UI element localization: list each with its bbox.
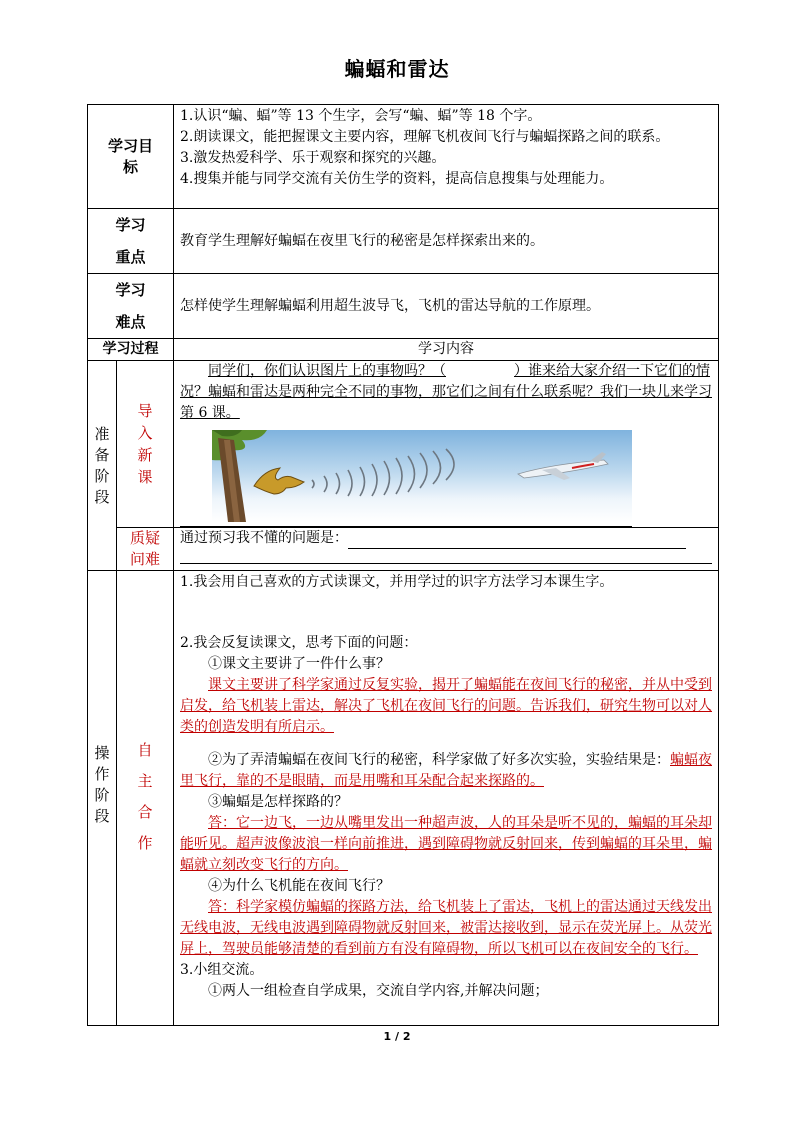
- intro-content: [174, 361, 719, 528]
- answer-1: 课文主要讲了科学家通过反复实验，揭开了蝙蝠能在夜间飞行的秘密，并从中受到启发，给飞机装上雷达，解决了飞机在夜间飞行的问题。告诉我们，研究生物可以对人类的创造发明有所启示。: [180, 677, 712, 735]
- question-row: [88, 528, 719, 571]
- process-row: [88, 339, 719, 361]
- goals-list: [174, 105, 719, 209]
- self-coop-label: 自主合作: [117, 571, 174, 1026]
- content-header: 学习内容: [174, 339, 719, 361]
- difficulty-row: [88, 274, 719, 339]
- goal-item: 1.认识“蝙、蝠”等 13 个生字，会写“蝙、蝠”等 18 个字。: [180, 108, 542, 124]
- goals-row: [88, 105, 719, 209]
- answer-blank[interactable]: [348, 534, 686, 549]
- answer-blank-line[interactable]: [180, 549, 712, 564]
- question-content: 通过预习我不懂的问题是：: [174, 528, 719, 571]
- operate-row: [88, 571, 719, 1026]
- bat-icon: [254, 468, 304, 494]
- key-header: 学习 重点: [88, 209, 174, 274]
- difficulty-text: 怎样使学生理解蝙蝠利用超生波导飞，飞机的雷达导航的工作原理。: [174, 274, 719, 339]
- goal-item: 2.朗读课文，能把握课文主要内容，理解飞机夜间飞行与蝙蝠探路之间的联系。: [180, 129, 670, 145]
- goal-item: 4.搜集并能与同学交流有关仿生学的资料，提高信息搜集与处理能力。: [180, 171, 614, 187]
- bat-radar-image: [212, 430, 632, 522]
- bat-radar-illustration: [212, 430, 632, 522]
- page-title: 蝙蝠和雷达: [344, 57, 450, 81]
- goals-header: 学习目标: [88, 105, 174, 209]
- question-label: 质疑问难: [117, 528, 174, 571]
- prepare-stage-label: 准备阶段: [88, 361, 117, 571]
- intro-text: 同学们，你们认识图片上的事物吗？（ ）谁来给大家介绍一下它们的情况？蝙蝠和雷达是两种完全不同的事物，那它们之间有什么联系呢？我们一块儿来学习第 6 课。: [180, 363, 712, 421]
- key-text: 教育学生理解好蝙蝠在夜里飞行的秘密是怎样探索出来的。: [174, 209, 719, 274]
- goal-item: 3.激发热爱科学、乐于观察和探究的兴趣。: [180, 150, 446, 166]
- answer-2: 蝙蝠夜里飞行，靠的不是眼睛，而是用嘴和耳朵配合起来探路的。: [180, 752, 712, 789]
- key-row: [88, 209, 719, 274]
- operate-content: 1.我会用自己喜欢的方式读课文，并用学过的识字方法学习本课生字。 2.我会反复读课文，思考下面的问题： ①课文主要讲了一件什么事？ 课文主要讲了科学家通过反复实验，揭开了蝙蝠能在夜间飞行的秘密，并从中受到启发，给飞机装上雷达，解决了飞机在夜间飞行的问题。告诉我们，研究生物可以对人类的创造发明有所启示。 ②为了弄清蝙蝠在夜间飞行的秘密，科学家做了好多次实验，实验结果是：蝙蝠夜里飞行，靠的不是眼睛，而是用嘴和耳朵配合起来探路的。 ③蝙蝠是怎样探路的？ 答：它一边飞，一边从嘴里发出一种超声波，人的耳朵是听不见的，蝙蝠的耳朵却能听见。超声波像波浪一样向前推进，遇到障碍物就反射回来，传到蝙蝠的耳朵里，蝙蝠就立刻改变飞行的方向。 ④为什么飞机能在夜间飞行？ 答：科学家模仿蝙蝠的探路方法，给飞机装上了雷达，飞机上的雷达通过天线发出无线电波，无线电波遇到障碍物就反射回来，被雷达接收到，显示在荧光屏上。从荧光屏上，驾驶员能够清楚的看到前方有没有障碍物，所以飞机可以在夜间安全的飞行。 3.小组交流。 ①两人一组检查自学成果，交流自学内容,并解决问题；: [174, 571, 719, 1026]
- intro-label: 导入新课: [117, 361, 174, 528]
- answer-3: 答：它一边飞，一边从嘴里发出一种超声波，人的耳朵是听不见的，蝙蝠的耳朵却能听见。超声波像波浪一样向前推进，遇到障碍物就反射回来，传到蝙蝠的耳朵里，蝙蝠就立刻改变飞行的方向。: [180, 815, 712, 873]
- lesson-table: [87, 104, 719, 1026]
- answer-4: 答：科学家模仿蝙蝠的探路方法，给飞机装上了雷达，飞机上的雷达通过天线发出无线电波，无线电波遇到障碍物就反射回来，被雷达接收到，显示在荧光屏上。从荧光屏上，驾驶员能够清楚的看到前方有没有障碍物，所以飞机可以在夜间安全的飞行。: [180, 899, 712, 957]
- process-header: 学习过程: [88, 339, 174, 361]
- intro-row: [88, 361, 719, 528]
- operate-stage-label: 操作阶段: [88, 571, 117, 1026]
- airplane-icon: [518, 452, 608, 480]
- difficulty-header: 学习 难点: [88, 274, 174, 339]
- sound-waves: [312, 449, 454, 496]
- page-number: 1 / 2: [383, 1030, 411, 1043]
